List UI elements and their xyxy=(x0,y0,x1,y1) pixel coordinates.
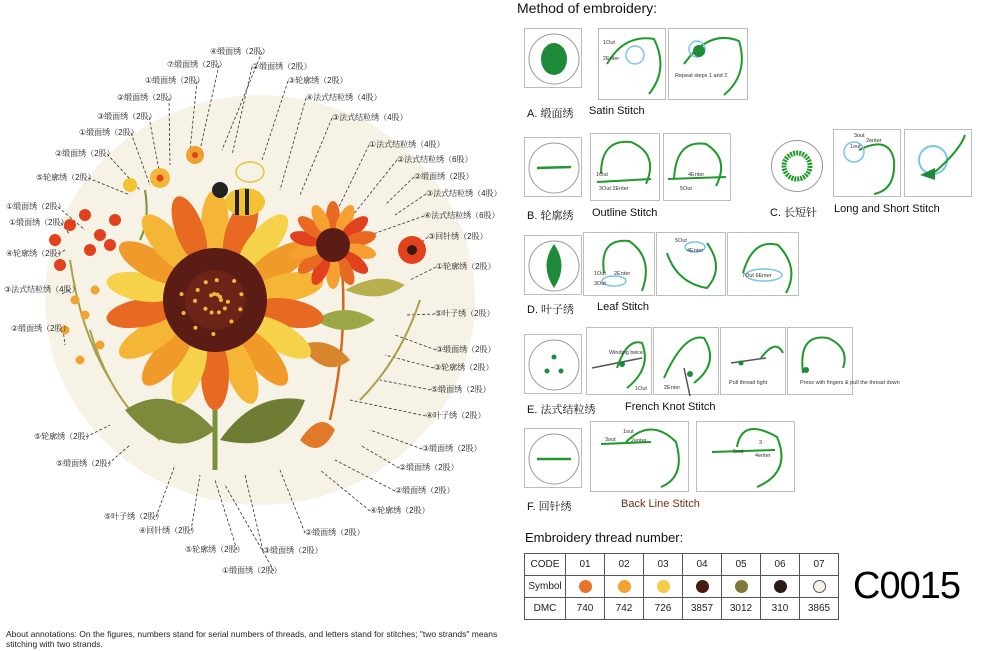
berry xyxy=(94,229,106,241)
long-short-step-2 xyxy=(904,129,972,197)
berry xyxy=(104,239,116,251)
symbol-row-label: Symbol xyxy=(525,576,566,598)
seed xyxy=(223,306,227,310)
thread-table xyxy=(524,553,839,620)
stitch-annotation: ②法式结粒绣（6股） xyxy=(397,155,473,164)
dmc-cell: 726 xyxy=(644,598,683,620)
outline-step-2: 4Enter 5Out xyxy=(663,133,731,201)
leaf-step-2: 5Out 4Enter xyxy=(656,232,726,296)
stitch-annotation: ②缎面绣（2股） xyxy=(11,324,71,333)
code-row xyxy=(525,554,839,576)
satin-stitch-sample xyxy=(524,28,582,88)
berry xyxy=(109,214,121,226)
stitch-annotation: ⑤缎面绣（2股） xyxy=(56,459,116,468)
code-cell: 03 xyxy=(644,554,683,576)
stitch-annotation: ③轮廓绣（2股） xyxy=(434,363,494,372)
thread-swatch xyxy=(579,580,592,593)
stitch-annotation: ③缎面绣（2股） xyxy=(263,546,323,555)
seed xyxy=(211,332,215,336)
stitch-annotation: ⑦缎面绣（2股） xyxy=(167,60,227,69)
long-short-cn-label: C. 长短针 xyxy=(770,207,818,219)
stitch-annotation: ④轮廓绣（2股） xyxy=(6,249,66,258)
seed xyxy=(226,300,230,304)
thread-swatch xyxy=(813,580,826,593)
stitch-annotation: ⑤轮廓绣（2股） xyxy=(34,432,94,441)
code-cell: 05 xyxy=(722,554,761,576)
stitch-annotation: ④叶子绣（2股） xyxy=(426,411,486,420)
seed xyxy=(215,278,219,282)
dmc-cell: 740 xyxy=(566,598,605,620)
french-knot-cn-label: E. 法式结粒绣 xyxy=(527,404,596,416)
seed xyxy=(203,307,207,311)
leaf-cn-label: D. 叶子绣 xyxy=(527,304,575,316)
stitch-annotation: ①缎面绣（2股） xyxy=(79,128,139,137)
dmc-cell: 3857 xyxy=(683,598,722,620)
berry xyxy=(76,356,85,365)
code-cell: 01 xyxy=(566,554,605,576)
stitch-annotation: ③缎面绣（2股） xyxy=(422,444,482,453)
berry xyxy=(71,296,80,305)
seed xyxy=(193,299,197,303)
berry xyxy=(91,286,100,295)
berry xyxy=(81,311,90,320)
leaf-step-3: 7Out 6Enter xyxy=(727,232,799,296)
seed xyxy=(209,293,213,297)
seed xyxy=(182,311,186,315)
stitch-annotation: ②缎面绣（2股） xyxy=(395,486,455,495)
thread-swatch xyxy=(735,580,748,593)
seed xyxy=(204,280,208,284)
dmc-cell: 3865 xyxy=(800,598,839,620)
code-cell: 02 xyxy=(605,554,644,576)
outline-en-label: Outline Stitch xyxy=(592,207,658,219)
stitch-annotation: ③法式结粒绣（4股） xyxy=(426,189,502,198)
stitch-annotation: ①法式结粒绣（4股） xyxy=(369,140,445,149)
dmc-cell: 310 xyxy=(761,598,800,620)
stitch-annotation: ②缎面绣（2股） xyxy=(414,172,474,181)
stitch-annotation: ③轮廓绣（2股） xyxy=(288,76,348,85)
outline-cn-label: B. 轮廓绣 xyxy=(527,210,574,222)
seed xyxy=(196,288,200,292)
symbol-row xyxy=(525,576,839,598)
french-knot-sample xyxy=(524,334,582,394)
leaf-stitch-sample xyxy=(524,235,582,295)
code-row-label: CODE xyxy=(525,554,566,576)
back-line-step-1: 1out 3out 2enter xyxy=(590,421,689,492)
thread-swatch xyxy=(657,580,670,593)
annotation-footnote: About annotations: On the figures, numbers stand for serial numbers of threads, and letters stand for stitches; "two strands" means stitching with two strands. xyxy=(6,629,498,649)
code-cell: 04 xyxy=(683,554,722,576)
stitch-annotation: ④回针绣（2股） xyxy=(139,526,199,535)
stitch-annotation: ①缎面绣（2股） xyxy=(222,566,282,575)
stitch-annotation: ③缎面绣（2股） xyxy=(97,112,157,121)
back-line-step-2: 5out 3 4enter xyxy=(696,421,795,492)
dmc-cell: 742 xyxy=(605,598,644,620)
french-knot-step-4: Press with fingers & pull the thread down xyxy=(787,327,853,395)
pattern-illustration xyxy=(0,0,510,630)
stitch-annotation: ⑤叶子绣（2股） xyxy=(104,512,164,521)
thread-heading: Embroidery thread number: xyxy=(525,530,684,545)
stitch-annotation: ②缎面绣（2股） xyxy=(55,149,115,158)
berry xyxy=(49,234,61,246)
long-short-step-1: 3out 2enter 1out xyxy=(833,129,901,197)
thread-swatch xyxy=(618,580,631,593)
stitch-annotation: ②缎面绣（2股） xyxy=(305,528,365,537)
berry xyxy=(96,341,105,350)
dmc-cell: 3012 xyxy=(722,598,761,620)
stitch-annotation: ⑤轮廓绣（2股） xyxy=(36,173,96,182)
stitch-annotation: ③法式结粒绣（4股） xyxy=(332,113,408,122)
leaf-step-1: 1Out 2Enter 3Out xyxy=(583,232,655,296)
seed xyxy=(238,307,242,311)
stitch-annotation: ③缎面绣（2股） xyxy=(436,345,496,354)
french-knot-en-label: French Knot Stitch xyxy=(625,401,716,413)
berry xyxy=(79,209,91,221)
stitch-annotation: ⑤缎面绣（2股） xyxy=(431,385,491,394)
satin-cn-label: A. 缎面绣 xyxy=(527,108,574,120)
outline-step-1: 1Out 3Out 2Enter xyxy=(590,133,660,201)
seed xyxy=(193,326,197,330)
method-heading: Method of embroidery: xyxy=(517,0,658,16)
berry xyxy=(84,244,96,256)
french-knot-step-1: Winding twice 1Out xyxy=(586,327,652,395)
seed xyxy=(229,319,233,323)
thread-swatch xyxy=(774,580,787,593)
thread-swatch xyxy=(696,580,709,593)
french-knot-step-2: 2Enter xyxy=(653,327,719,395)
stitch-annotation: ④法式结粒绣（6股） xyxy=(424,211,500,220)
stitch-annotation: ①缎面绣（2股） xyxy=(145,76,205,85)
seed xyxy=(210,311,214,315)
stitch-annotation: ①缎面绣（2股） xyxy=(9,218,69,227)
stitch-annotation: ⑤轮廓绣（2股） xyxy=(185,545,245,554)
seed xyxy=(180,292,184,296)
satin-step-2: Repeat steps 1 and 2 xyxy=(668,28,748,100)
french-knot-step-3: Pull thread tight xyxy=(720,327,786,395)
seed xyxy=(232,279,236,283)
stitch-annotation: ①轮廓绣（2股） xyxy=(436,262,496,271)
stitch-annotation: ⑤叶子绣（2股） xyxy=(435,309,495,318)
code-cell: 07 xyxy=(800,554,839,576)
stitch-annotation: ④法式结粒绣（4股） xyxy=(306,93,382,102)
embroidery-artwork xyxy=(0,0,510,630)
stitch-annotation: ②缎面绣（2股） xyxy=(252,62,312,71)
satin-step-1: 1Out 2Enter xyxy=(598,28,666,100)
leaf-en-label: Leaf Stitch xyxy=(597,301,649,313)
back-line-sample xyxy=(524,428,582,488)
stitch-annotation: ②缎面绣（2股） xyxy=(117,93,177,102)
satin-en-label: Satin Stitch xyxy=(589,105,645,117)
stitch-annotation: ①缎面绣（2股） xyxy=(6,202,66,211)
seed xyxy=(239,292,243,296)
stitch-annotation: ④轮廓绣（2股） xyxy=(370,506,430,515)
long-short-en-label: Long and Short Stitch xyxy=(834,203,940,215)
long-short-stitch-sample xyxy=(771,140,823,192)
dmc-row xyxy=(525,598,839,620)
berry xyxy=(54,259,66,271)
stitch-annotation: ④缎面绣（2股） xyxy=(210,47,270,56)
code-cell: 06 xyxy=(761,554,800,576)
back-line-cn-label: F. 回针绣 xyxy=(527,501,572,513)
dmc-row-label: DMC xyxy=(525,598,566,620)
stitch-annotation: ②缎面绣（2股） xyxy=(399,463,459,472)
outline-stitch-sample xyxy=(524,137,582,197)
product-code: C0015 xyxy=(853,565,960,607)
back-line-en-label: Back Line Stitch xyxy=(621,498,700,510)
stitch-annotation: ③回针绣（2股） xyxy=(428,232,488,241)
stitch-annotation: ③法式结粒绣（4股） xyxy=(4,285,80,294)
seed xyxy=(217,310,221,314)
